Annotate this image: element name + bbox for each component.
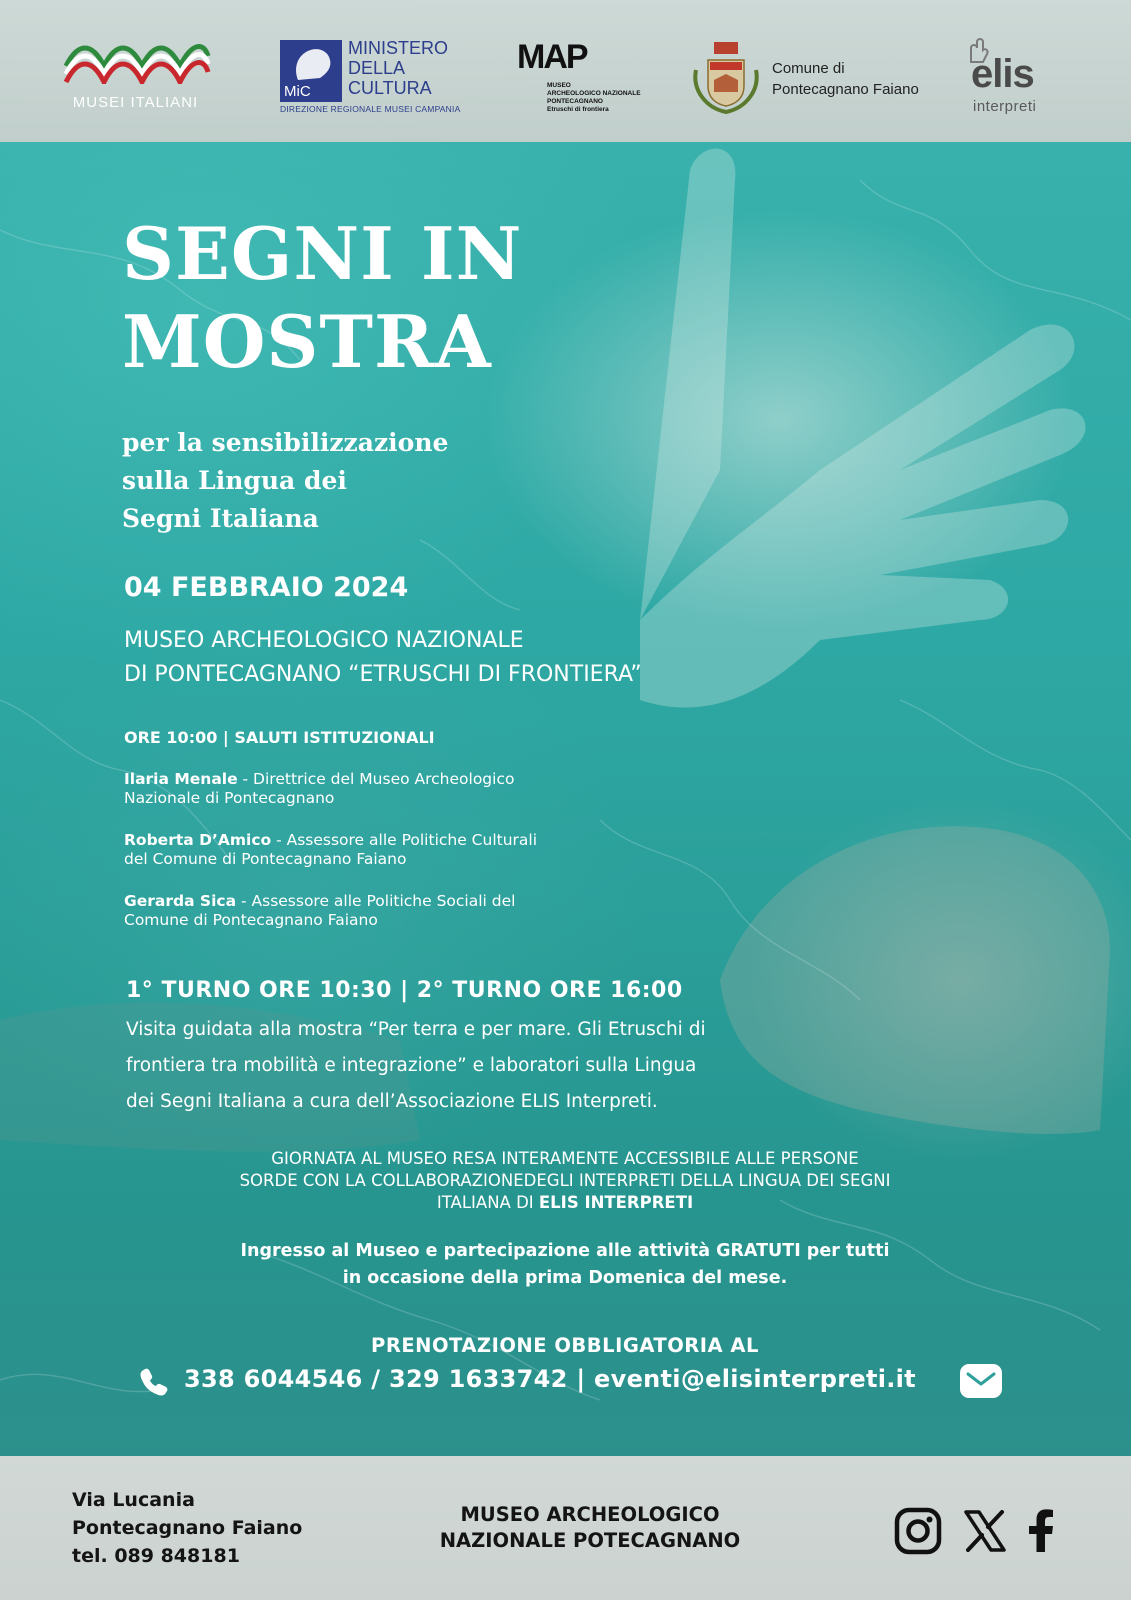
musei-italiani-logo bbox=[58, 36, 213, 116]
visit-line-1: Visita guidata alla mostra “Per terra e per mare. Gli Etruschi di bbox=[126, 1019, 706, 1040]
speaker-role-cont: Comune di Pontecagnano Faiano bbox=[124, 911, 378, 929]
mic-profile-icon bbox=[280, 40, 342, 84]
address-street: Via Lucania bbox=[72, 1489, 195, 1511]
venue-line-2: DI PONTECAGNANO “ETRUSCHI DI FRONTIERA” bbox=[124, 662, 642, 687]
mic-name bbox=[348, 38, 488, 98]
comune-name bbox=[772, 58, 919, 100]
map-sub-line-4: Etruschi di frontiera bbox=[547, 106, 609, 113]
free-entry-line-1: Ingresso al Museo e partecipazione alle attività GRATUTI per tutti bbox=[240, 1241, 890, 1261]
mic-line-1: MINISTERO bbox=[348, 38, 449, 58]
mic-subtitle: DIREZIONE REGIONALE MUSEI CAMPANIA bbox=[280, 104, 461, 114]
free-entry-line-2: in occasione della prima Domenica del mese. bbox=[342, 1268, 788, 1288]
coat-of-arms-icon bbox=[688, 40, 764, 116]
poster-title bbox=[122, 210, 642, 386]
accessibility-line-1: GIORNATA AL MUSEO RESA INTERAMENTE ACCESSIBILE ALLE PERSONE bbox=[271, 1149, 859, 1168]
title-line-2: MOSTRA bbox=[122, 299, 492, 384]
title-line-1: SEGNI IN bbox=[122, 211, 523, 296]
museum-line-2: NAZIONALE POTECAGNANO bbox=[439, 1529, 741, 1552]
x-icon[interactable] bbox=[960, 1506, 1010, 1556]
speaker-role: - Assessore alle Politiche Sociali del bbox=[236, 892, 516, 910]
mic-logo bbox=[280, 38, 480, 118]
map-sub-line-1: MUSEO bbox=[547, 82, 571, 89]
event-venue bbox=[124, 624, 824, 692]
mail-icon[interactable] bbox=[958, 1362, 1004, 1400]
subtitle-line-1: per la sensibilizzazione bbox=[122, 428, 449, 457]
map-sub-line-3: PONTECAGNANO bbox=[547, 98, 603, 105]
speaker-list bbox=[124, 770, 684, 953]
address-phone[interactable]: tel. 089 848181 bbox=[72, 1545, 240, 1567]
speaker-item bbox=[124, 892, 684, 930]
speaker-name: Roberta D’Amico bbox=[124, 831, 272, 849]
comune-logo bbox=[688, 40, 938, 120]
speaker-role-cont: Nazionale di Pontecagnano bbox=[124, 789, 335, 807]
mic-line-2: DELLA bbox=[348, 58, 406, 78]
phone-icon bbox=[138, 1366, 170, 1398]
map-mark: MAP bbox=[517, 38, 587, 76]
free-entry-note bbox=[150, 1238, 980, 1292]
map-logo bbox=[517, 38, 657, 118]
map-subtitle bbox=[547, 82, 657, 114]
poster-subtitle bbox=[122, 424, 542, 538]
subtitle-line-3: Segni Italiana bbox=[122, 504, 319, 533]
comune-line-1: Comune di bbox=[772, 60, 845, 77]
booking-contacts bbox=[138, 1360, 1008, 1400]
museum-line-1: MUSEO ARCHEOLOGICO bbox=[460, 1503, 720, 1526]
mic-badge-text: MiC bbox=[284, 83, 311, 100]
speaker-name: Gerarda Sica bbox=[124, 892, 237, 910]
venue-line-1: MUSEO ARCHEOLOGICO NAZIONALE bbox=[124, 628, 524, 653]
accessibility-line-2: SORDE CON LA COLLABORAZIONEDEGLI INTERPRETI DELLA LINGUA DEI SEGNI bbox=[239, 1171, 891, 1190]
booking-contacts-text[interactable]: 338 6044546 / 329 1633742 | eventi@elisinterpreti.it bbox=[184, 1365, 916, 1393]
address-city: Pontecagnano Faiano bbox=[72, 1517, 303, 1539]
elis-logo bbox=[965, 38, 1065, 118]
musei-italiani-label: MUSEI ITALIANI bbox=[72, 94, 199, 111]
instagram-icon[interactable] bbox=[893, 1506, 943, 1556]
visit-line-3: dei Segni Italiana a cura dell’Associazione ELIS Interpreti. bbox=[126, 1091, 658, 1112]
booking-heading: PRENOTAZIONE OBBLIGATORIA AL bbox=[371, 1334, 759, 1357]
schedule-heading: ORE 10:00 | SALUTI ISTITUZIONALI bbox=[124, 728, 435, 747]
musei-italiani-wave-icon bbox=[58, 36, 213, 84]
facebook-icon[interactable] bbox=[1016, 1506, 1066, 1556]
speaker-item bbox=[124, 770, 684, 808]
elis-subtitle: interpreti bbox=[973, 98, 1037, 115]
comune-line-2: Pontecagnano Faiano bbox=[772, 81, 919, 98]
speaker-role: - Direttrice del Museo Archeologico bbox=[237, 770, 515, 788]
mic-line-3: CULTURA bbox=[348, 78, 432, 98]
visit-line-2: frontiera tra mobilità e integrazione” e laboratori sulla Lingua bbox=[126, 1055, 697, 1076]
elis-mark: elis bbox=[971, 52, 1034, 96]
speaker-role-cont: del Comune di Pontecagnano Faiano bbox=[124, 850, 407, 868]
visit-description bbox=[126, 1012, 846, 1120]
footer-museum-name bbox=[400, 1502, 780, 1554]
subtitle-line-2: sulla Lingua dei bbox=[122, 466, 347, 495]
accessibility-line-3: ITALIANA DI ELIS INTERPRETI bbox=[436, 1193, 694, 1212]
speaker-role: - Assessore alle Politiche Culturali bbox=[271, 831, 538, 849]
mic-badge bbox=[280, 40, 342, 102]
accessibility-note bbox=[150, 1148, 980, 1214]
tour-times: 1° TURNO ORE 10:30 | 2° TURNO ORE 16:00 bbox=[126, 978, 683, 1003]
speaker-name: Ilaria Menale bbox=[124, 770, 238, 788]
map-sub-line-2: ARCHEOLOGICO NAZIONALE bbox=[547, 90, 641, 97]
event-date: 04 FEBBRAIO 2024 bbox=[124, 572, 409, 603]
speaker-item bbox=[124, 831, 684, 869]
footer-address bbox=[72, 1486, 372, 1570]
